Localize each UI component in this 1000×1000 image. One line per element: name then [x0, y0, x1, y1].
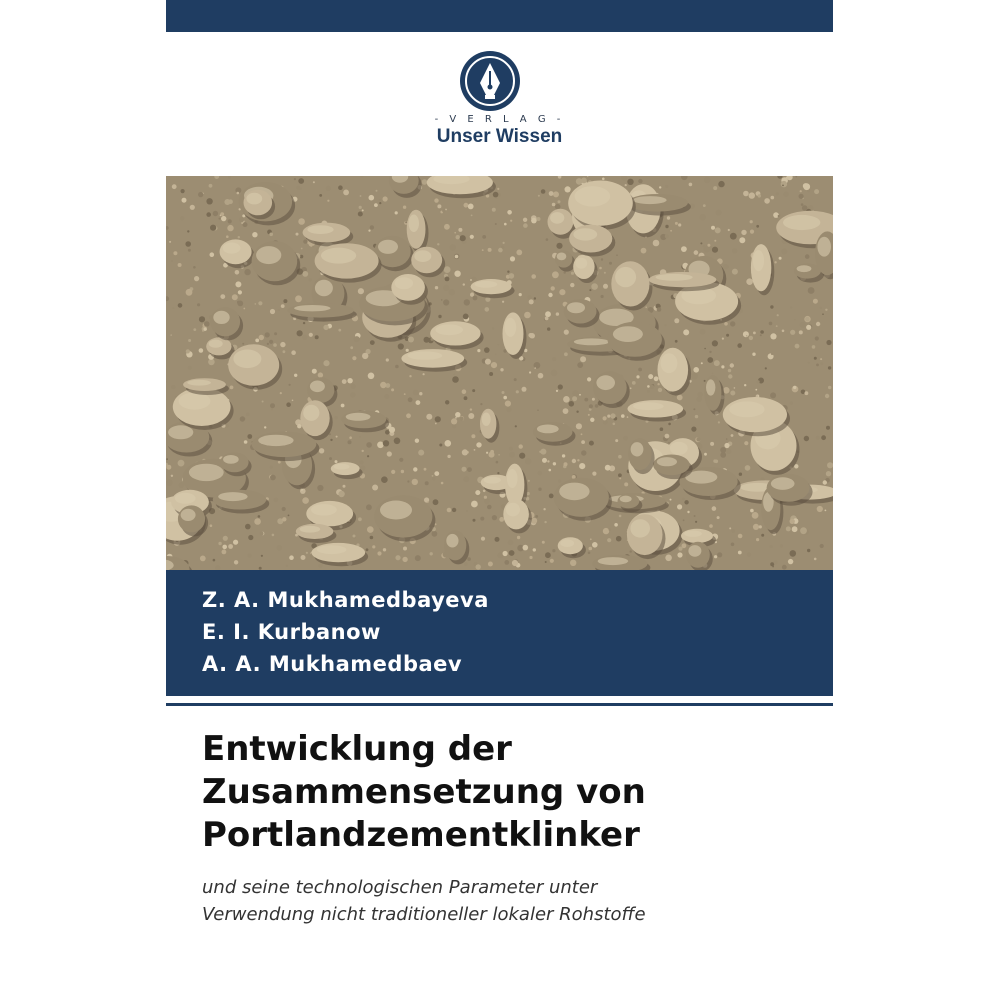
- author-2: E. I. Kurbanow: [202, 620, 381, 644]
- title-line-1: Entwicklung der: [202, 729, 512, 769]
- publisher-logo: [166, 46, 833, 156]
- book-cover: [166, 0, 833, 1000]
- title-line-3: Portlandzementklinker: [202, 815, 640, 855]
- author-1: Z. A. Mukhamedbayeva: [202, 588, 489, 612]
- subtitle-line-2: Verwendung nicht traditioneller lokaler Rohstoffe: [202, 904, 646, 925]
- publisher-prefix: - V E R L A G -: [434, 114, 565, 125]
- fountain-pen-nib-icon: [458, 49, 522, 113]
- author-band: [166, 570, 833, 696]
- soil-texture: [166, 176, 833, 570]
- cover-photo-soil: [166, 176, 833, 570]
- author-3: A. A. Mukhamedbaev: [202, 652, 463, 676]
- book-subtitle: [202, 874, 822, 928]
- top-color-bar: [166, 0, 833, 32]
- title-line-2: Zusammensetzung von: [202, 772, 646, 812]
- divider-rule: [166, 703, 833, 706]
- publisher-name: Unser Wissen: [436, 126, 563, 147]
- book-title: [202, 728, 822, 857]
- subtitle-line-1: und seine technologischen Parameter unter: [202, 877, 598, 898]
